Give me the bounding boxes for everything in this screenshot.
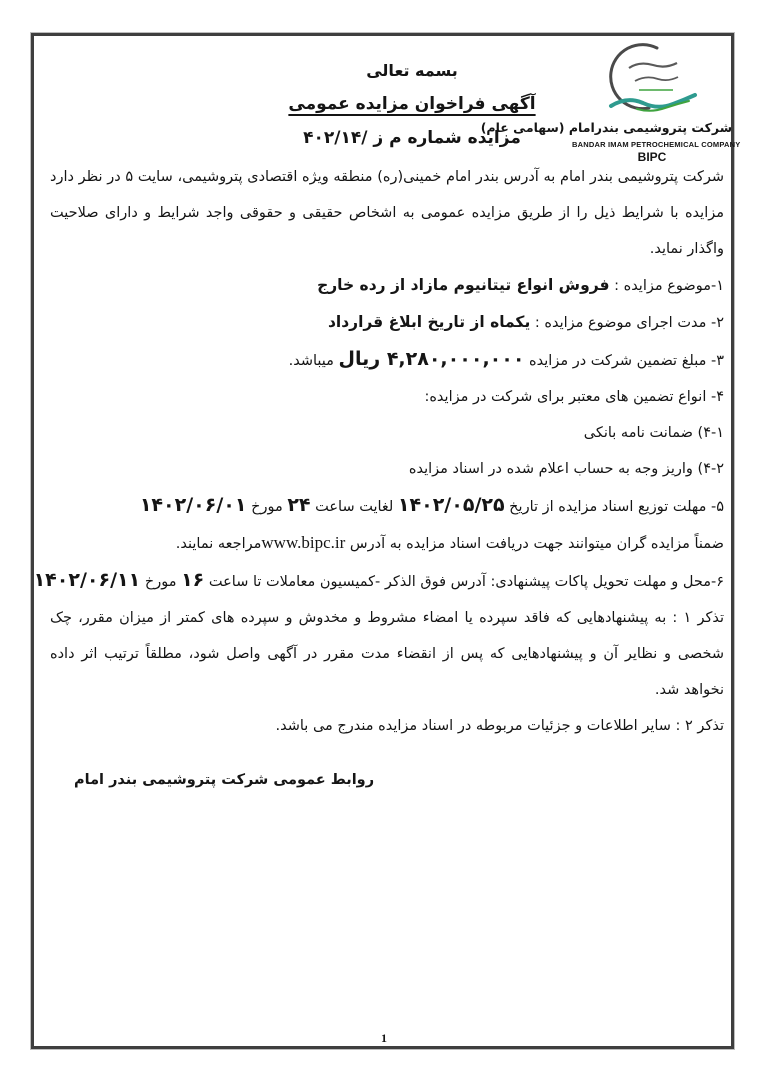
auction-number-line: مزایده شماره م ز /۴۰۲/۱۴ <box>303 128 521 148</box>
intro-paragraph: شرکت پتروشیمی بندر امام به آدرس بندر امام خمینی(ره) منطقه ویژه اقتصادی پتروشیمی، سایت ۵ در نظر دارد مزایده با شرایط ذیل را از طریق مزایده عمومی به اشخاص حقیقی و حقوقی واجد شرایط و دارای صلاحیت واگذار نماید. <box>50 169 724 257</box>
document-body <box>34 159 734 795</box>
item-1-subject <box>50 267 724 304</box>
remark-2-text: تذکر ۲ : سایر اطلاعات و جزئیات مربوطه در اسناد مزایده مندرج می باشد. <box>275 718 724 734</box>
logo-abbreviation: BIPC <box>637 149 667 164</box>
parent-company-calligraphy <box>629 63 678 90</box>
item-2-value: یکماه از تاریخ ابلاغ قرارداد <box>327 313 531 331</box>
item-3-guarantee-amount <box>50 341 724 379</box>
item-5-start-date: ۱۴۰۲/۰۵/۲۵ <box>397 494 505 516</box>
item-5-website-note <box>50 525 724 562</box>
item-6-p2: مورخ <box>140 574 182 590</box>
item-2-duration <box>50 304 724 341</box>
crescent-wave-logo-icon <box>577 40 727 122</box>
item-6-p1: ۶-محل و مهلت تحویل پاکات پیشنهادی: آدرس فوق الذکر -کمیسیون معاملات تا ساعت <box>204 574 724 590</box>
item-6-date: ۱۴۰۲/۰۶/۱۱ <box>33 569 141 591</box>
item-5-hour: ۲۴ <box>287 494 311 516</box>
item-5-document-distribution <box>50 487 724 525</box>
item-6-hour: ۱۶ <box>181 569 205 591</box>
item-5-end-date: ۱۴۰۲/۰۶/۰۱ <box>139 494 247 516</box>
item-4-guarantee-types <box>50 379 724 415</box>
website-url: www.bipc.ir <box>261 533 346 552</box>
item-3-label: ۳- مبلغ تضمین شرکت در مزایده <box>524 353 724 369</box>
item-5-p2: لغایت ساعت <box>310 499 398 515</box>
item-1-label: ۱-موضوع مزایده : <box>609 278 724 294</box>
remark-2 <box>50 708 724 744</box>
item-3-suffix: میباشد. <box>288 353 339 369</box>
item-4-1-text: ۴-۱) ضمانت نامه بانکی <box>583 425 724 441</box>
website-note-p2: مراجعه نمایند. <box>175 536 262 552</box>
item-5-p3: مورخ <box>246 499 288 515</box>
signature-public-relations: روابط عمومی شرکت پتروشیمی بندر امام <box>74 772 375 788</box>
item-3-amount: ۴,۲۸۰,۰۰۰,۰۰۰ ریال <box>338 348 525 370</box>
item-4-2-deposit <box>50 451 724 487</box>
logo-calligraphy: شرکت پتروشیمی بندرامام (سهامی عام) <box>480 120 732 135</box>
remark-1: تذکر ۱ : به پیشنهادهایی که فاقد سپرده یا امضاء مشروط و مخدوش و سپرده های کمتر از میزان مقرر، چک شخصی و نظایر آن و پیشنهادهایی که پس از انقضاء مدت مقرر در آگهی واصل شود، مطلقاً ترتیب اثر داده نخواهد شد. <box>50 610 724 698</box>
item-4-2-text: ۴-۲) واریز وجه به حساب اعلام شده در اسناد مزایده <box>408 461 724 477</box>
item-4-1-bank-guarantee <box>50 415 724 451</box>
item-4-text: ۴- انواع تضمین های معتبر برای شرکت در مزایده: <box>424 389 724 405</box>
company-logo <box>480 40 741 164</box>
item-1-value: فروش انواع تیتانیوم مازاد از رده خارج <box>317 276 610 294</box>
bismillah-heading: بسمه تعالی <box>366 61 458 80</box>
item-5-p1: ۵- مهلت توزیع اسناد مزایده از تاریخ <box>504 499 724 515</box>
announcement-title: آگهی فراخوان مزایده عمومی <box>288 94 536 114</box>
item-2-label: ۲- مدت اجرای موضوع مزایده : <box>530 315 724 331</box>
item-6-submission-deadline <box>33 562 724 600</box>
page-number: 1 <box>381 1031 387 1045</box>
logo-company-name-en: BANDAR IMAM PETROCHEMICAL COMPANY <box>572 139 741 149</box>
website-note-p1: ضمناً مزایده گران میتوانند جهت دریافت اسناد مزایده به آدرس <box>345 536 724 552</box>
